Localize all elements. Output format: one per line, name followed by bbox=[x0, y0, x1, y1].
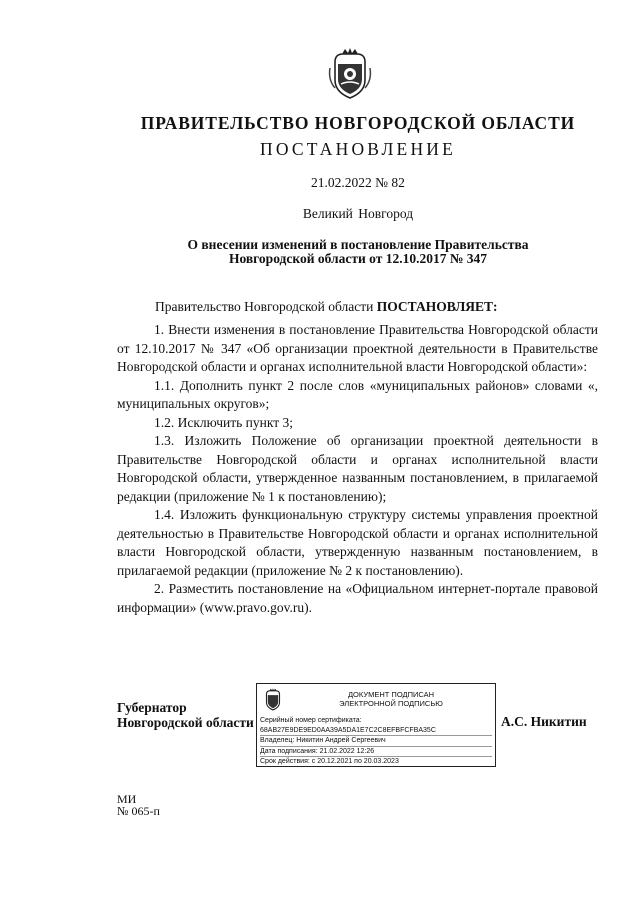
document-type: ПОСТАНОВЛЕНИЕ bbox=[259, 139, 457, 159]
cert-label: Серийный номер сертификата: bbox=[260, 717, 362, 724]
document-footer bbox=[117, 793, 160, 817]
intro-text: Правительство Новгородской области bbox=[155, 299, 377, 314]
signer-position-line-1: Губернатор bbox=[117, 700, 187, 715]
resolution-intro bbox=[155, 299, 498, 315]
signer-name: А.С. Никитин bbox=[501, 714, 587, 729]
signer-position bbox=[117, 701, 254, 730]
government-title: ПРАВИТЕЛЬСТВО НОВГОРОДСКОЙ ОБЛАСТИ bbox=[140, 113, 576, 133]
document-city: Великий Новгород bbox=[302, 206, 414, 221]
stamp-details bbox=[260, 716, 492, 767]
document-subject bbox=[38, 238, 640, 266]
coat-of-arms-icon bbox=[327, 48, 373, 100]
paragraph-1: 1. Внести изменения в постановление Правительства Новгородской области от 12.10.2017 № 347 «Об организации проектной деятельности в Правительстве Новгородской области и органах исполнительной власти Новгородской области»: bbox=[117, 322, 598, 374]
document-ref-number: № 065-п bbox=[117, 804, 160, 818]
stamp-title-line-2: ЭЛЕКТРОННОЙ ПОДПИСЬЮ bbox=[339, 699, 443, 708]
resolution-body bbox=[117, 321, 598, 617]
stamp-title-line-1: ДОКУМЕНТ ПОДПИСАН bbox=[347, 690, 435, 699]
paragraph-1-3: 1.3. Изложить Положение об организации проектной деятельности в Правительстве Новгородской области и органах исполнительной власти Новгородской области, утвержденное названным постановлением, в прилагаемой редакции (приложение № 1 к постановлению); bbox=[117, 433, 598, 504]
paragraph-1-1: 1.1. Дополнить пункт 2 после слов «муниципальных районов» словами «, муниципальных округов»; bbox=[117, 377, 598, 411]
paragraph-1-2: 1.2. Исключить пункт 3; bbox=[154, 414, 294, 430]
cert-validity: Срок действия: с 20.12.2021 по 20.03.2023 bbox=[260, 758, 399, 766]
electronic-signature-stamp bbox=[256, 683, 496, 767]
stamp-emblem-icon bbox=[263, 688, 283, 711]
cert-number: 68AB27E9DE9ED0AA39A5DA1E7C2C8EFBFCFBA35C bbox=[260, 726, 492, 737]
document-date-number: 21.02.2022 № 82 bbox=[311, 175, 405, 190]
signed-date: Дата подписания: 21.02.2022 12:26 bbox=[260, 747, 492, 758]
intro-emphasis: ПОСТАНОВЛЯЕТ: bbox=[376, 299, 498, 314]
stamp-title bbox=[291, 690, 491, 708]
subject-line-1: О внесении изменений в постановление Правительства bbox=[187, 237, 529, 252]
subject-line-2: Новгородской области от 12.10.2017 № 347 bbox=[228, 251, 488, 266]
executor-initials: МИ bbox=[117, 792, 137, 806]
paragraph-1-4: 1.4. Изложить функциональную структуру системы управления проектной деятельностью в Правительстве Новгородской области и органах исполнительной власти Новгородской области, утвержденную названным постановлением, в прилагаемой редакции (приложение № 2 к постановлению). bbox=[117, 507, 598, 578]
signer-position-line-2: Новгородской области bbox=[117, 714, 254, 730]
paragraph-2: 2. Разместить постановление на «Официальном интернет-портале правовой информации» (www.pravo.gov.ru). bbox=[117, 581, 598, 615]
cert-owner: Владелец: Никитин Андрей Сергеевич bbox=[260, 736, 492, 747]
